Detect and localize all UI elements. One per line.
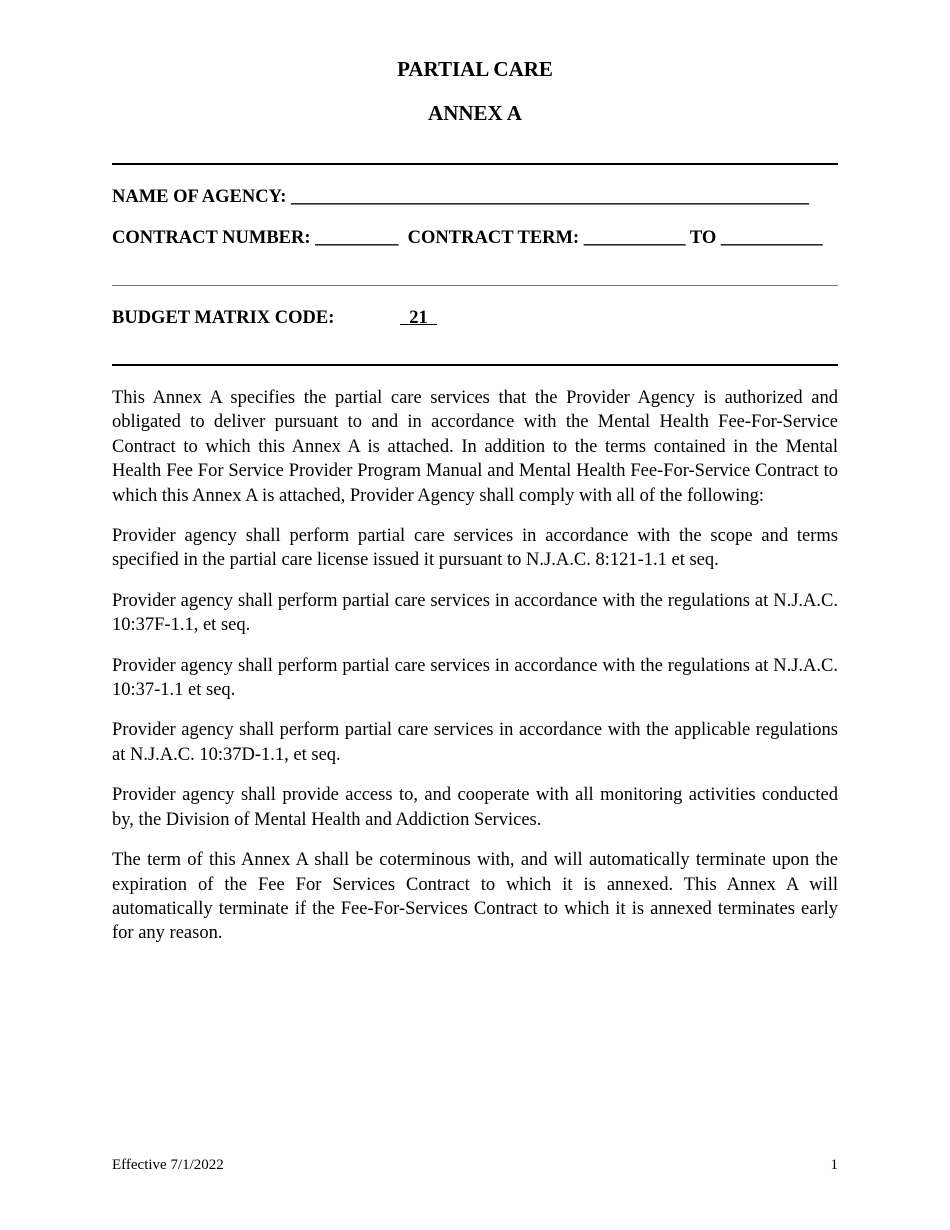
paragraph-regulation-37: Provider agency shall perform partial care services in accordance with the regulations at N.J.A.C. 10:37-1.1 et seq. — [112, 655, 838, 701]
paragraph-term: The term of this Annex A shall be coterminous with, and will automatically terminate upon the expiration of the Fee For Services Contract to which it is annexed. This Annex A will automatically terminate if the Fee-For-Services Contract to which it is annexed terminates early for any reason. — [112, 850, 838, 944]
agency-name-field: NAME OF AGENCY: ________________________________________________________ — [112, 187, 810, 207]
paragraph-regulation-37f: Provider agency shall perform partial care services in accordance with the regulations at N.J.A.C. 10:37F-1.1, et seq. — [112, 590, 838, 636]
paragraph-monitoring: Provider agency shall provide access to, and cooperate with all monitoring activities conducted by, the Division of Mental Health and Addiction Services. — [112, 785, 838, 830]
top-divider — [112, 163, 838, 165]
footer-page-number: 1 — [830, 1157, 838, 1173]
document-subtitle: ANNEX A — [428, 101, 522, 125]
annex-body — [112, 386, 838, 962]
middle-divider — [112, 285, 838, 286]
budget-matrix-value: 21 — [400, 308, 437, 328]
footer-effective-date: Effective 7/1/2022 — [112, 1157, 224, 1173]
budget-matrix-label: BUDGET MATRIX CODE: — [112, 308, 335, 328]
paragraph-license: Provider agency shall perform partial care services in accordance with the scope and terms specified in the partial care license issued it pursuant to N.J.A.C. 8:121-1.1 et seq. — [112, 526, 838, 571]
document-title: PARTIAL CARE — [397, 57, 553, 81]
paragraph-regulation-37d: Provider agency shall perform partial care services in accordance with the applicable regulations at N.J.A.C. 10:37D-1.1, et seq. — [112, 720, 838, 765]
contract-number-term-field: CONTRACT NUMBER: _________ CONTRACT TERM: ___________ TO ___________ — [112, 228, 823, 248]
bottom-divider — [112, 364, 838, 366]
paragraph-intro: This Annex A specifies the partial care services that the Provider Agency is authorized and obligated to deliver pursuant to and in accordance with the Mental Health Fee-For-Service Contract to which this Annex A is attached. In addition to the terms contained in the Mental Health Fee For Service Provider Program Manual and Mental Health Fee-For-Service Contract to which this Annex A is attached, Provider Agency shall comply with all of the following: — [112, 388, 838, 506]
